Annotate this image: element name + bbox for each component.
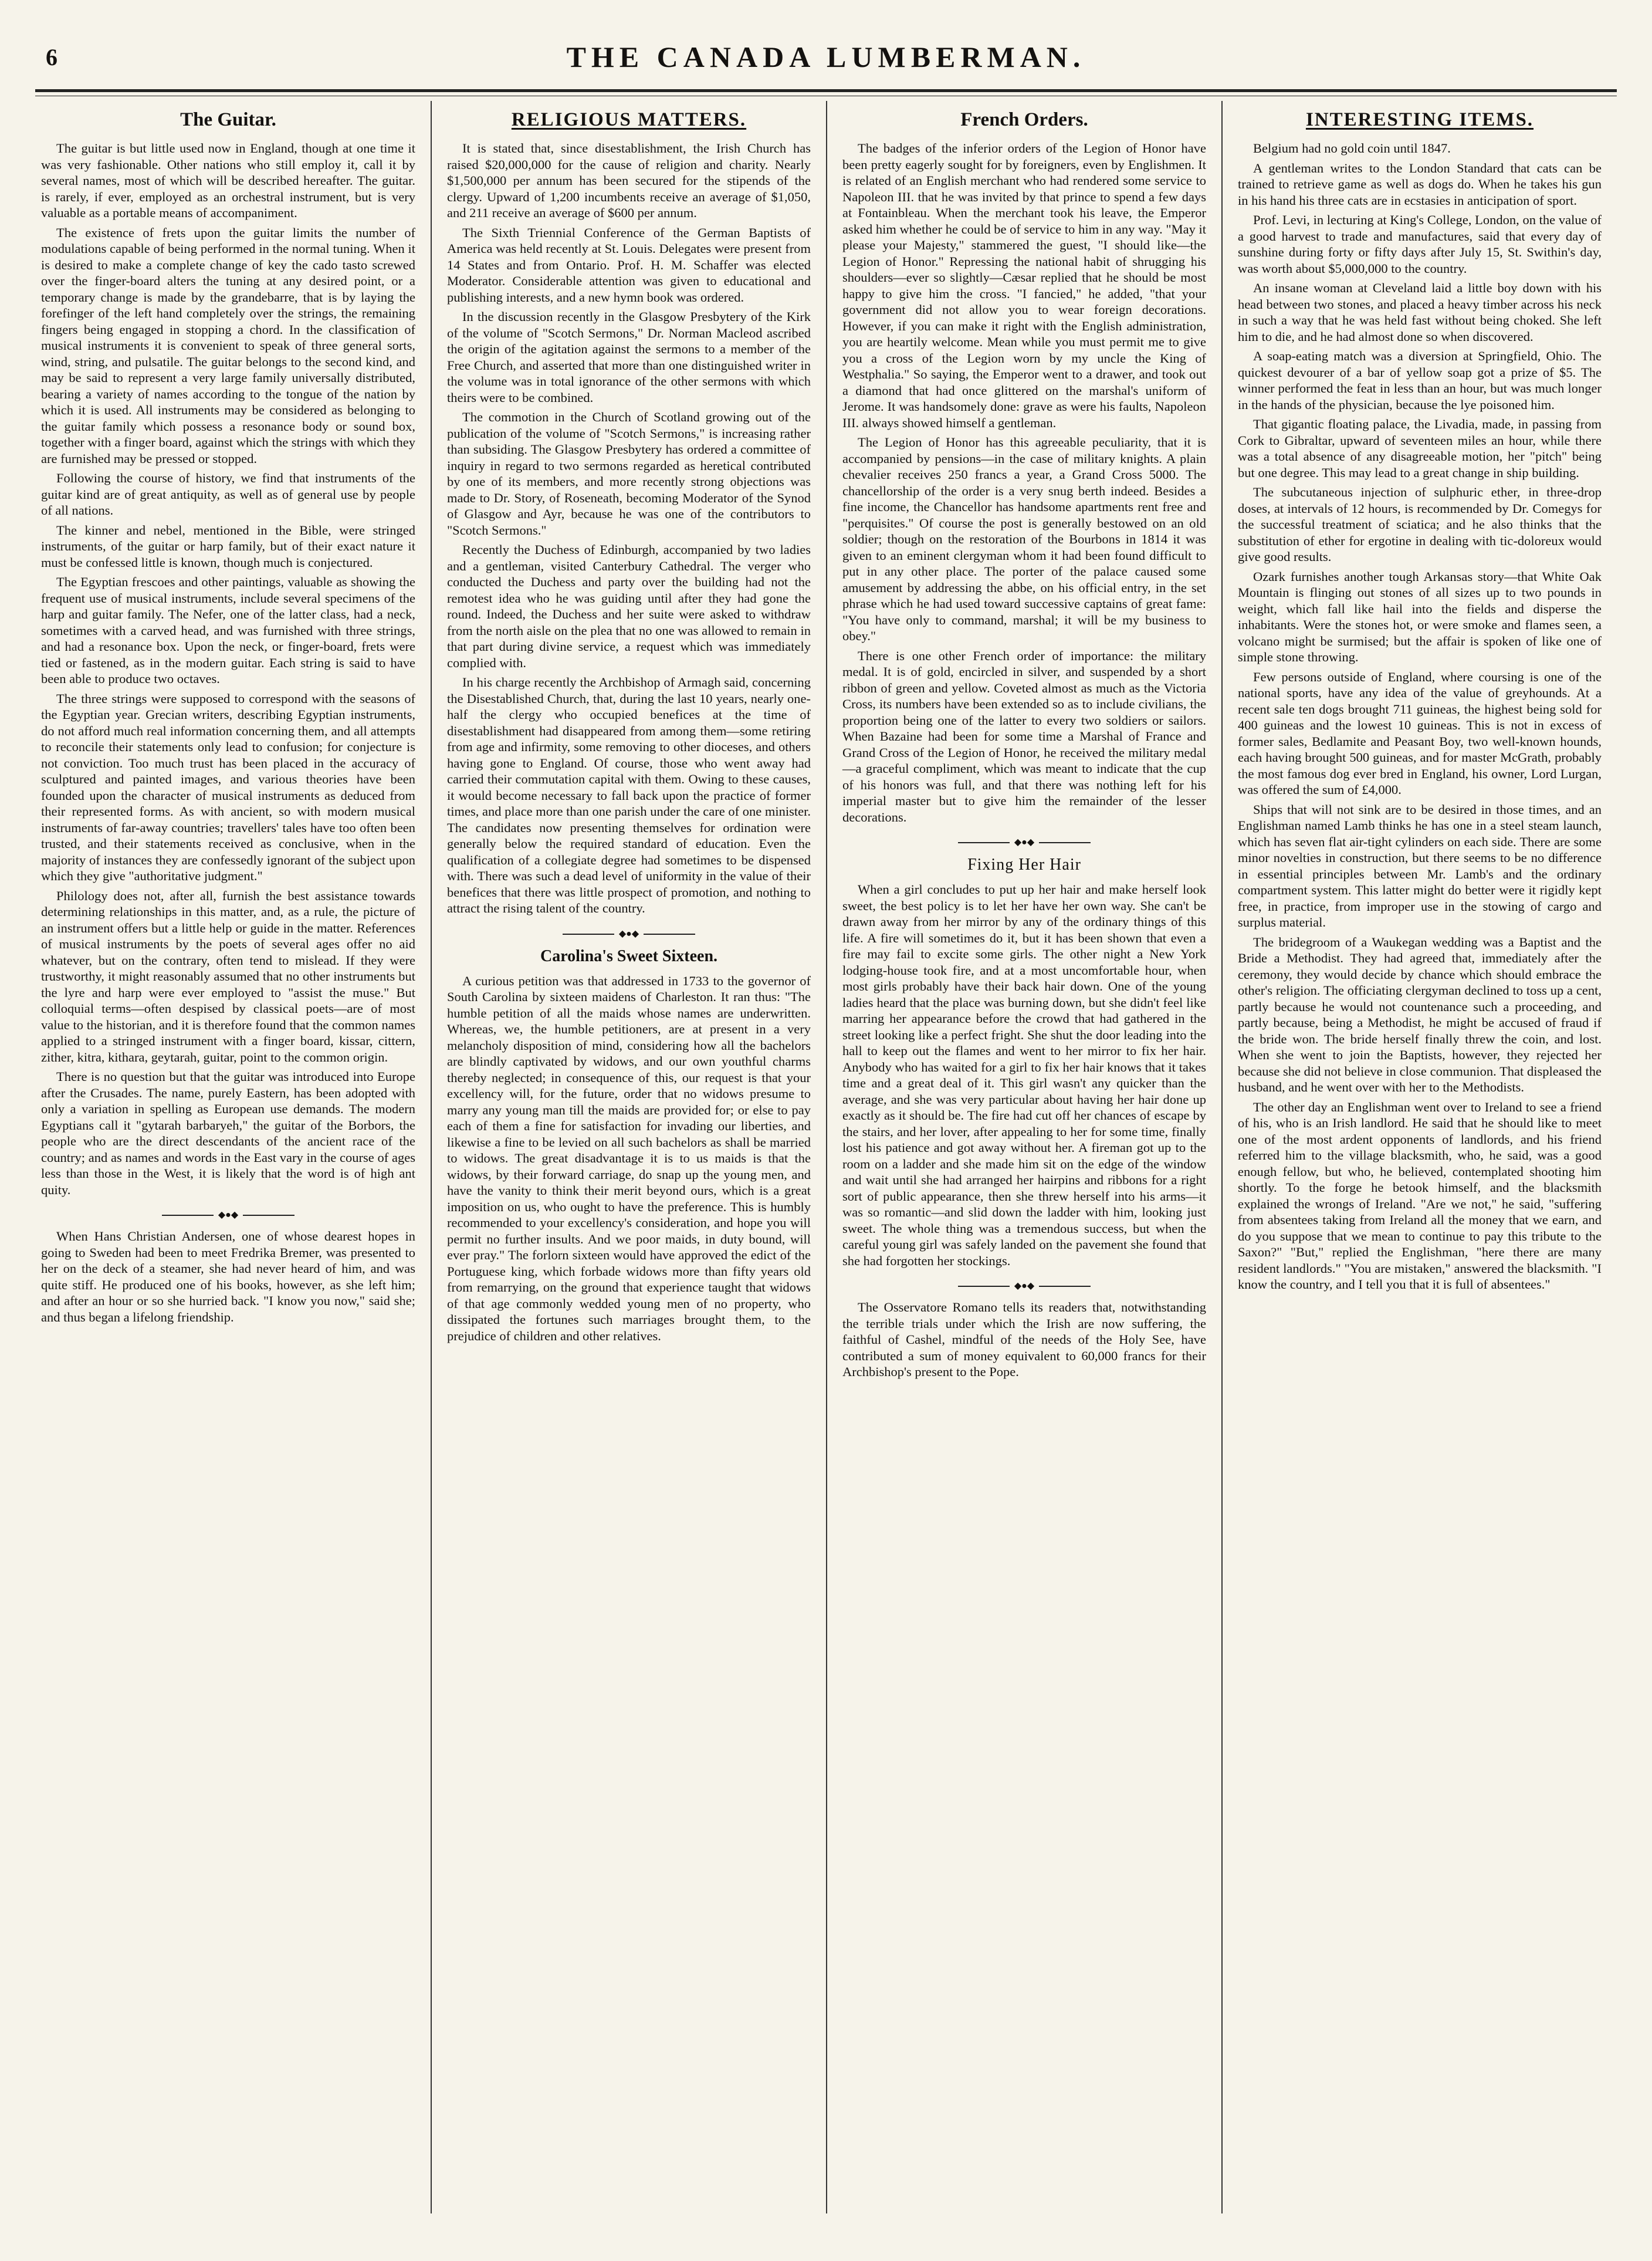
article-paragraph: Recently the Duchess of Edinburgh, accompanied by two ladies and a gentleman, visited Canterbury Cathedral. The verger who conducted the Duchess and party over the building had not the remotest idea who he was guiding until after they had gone the round. Indeed, the Duchess and her suite were asked to withdraw from the north aisle on the plea that no one was allowed to remain in that part during divine service, a request which was immediately complied with. [447,542,811,670]
section-divider: ◆●◆ [842,1282,1206,1291]
section-divider: ◆●◆ [842,838,1206,847]
article-heading-religious-matters: RELIGIOUS MATTERS. [511,109,747,130]
item-paragraph: Belgium had no gold coin until 1847. [1253,141,1451,156]
article-paragraph: The Osservatore Romano tells its readers that, notwithstanding the terrible trials under which the Irish are now suffering, the faithful of Cashel, mindful of the needs of the Holy See, have contributed a sum of money equivalent to 60,000 francs for their Archbishop's present to the Pope. [842,1300,1206,1379]
item-paragraph: Ships that will not sink are to be desired in those times, and an Englishman named Lamb thinks he has one in a steel steam launch, which has seven flat air-tight cylinders on each side. There are some minor novelties in construction, but there seems to be no difference in essential principles between Mr. Lamb's and the ordinary compartment system. This latter might do better were it rigidly kept free, in practice, from improper use in the stowing of cargo and surplus material. [1238,802,1602,930]
article-paragraph: When Hans Christian Andersen, one of whose dearest hopes in going to Sweden had been to meet Fredrika Bremer, was presented to her on the deck of a steamer, she had never heard of him, and was quite stiff. He produced one of his books, however, as she left him; and after an hour or so she hurried back. "I know you now," said she; and thus began a lifelong friendship. [41,1229,415,1324]
article-heading-fixing-her-hair: Fixing Her Hair [967,856,1081,874]
item-paragraph: A soap-eating match was a diversion at Springfield, Ohio. The quickest devourer of a bar of yellow soap got a prize of $5. The winner performed the feat in less than an hour, but was much longer in the hands of the physician, because the lye poisoned him. [1238,349,1602,412]
article-paragraph: In the discussion recently in the Glasgow Presbytery of the Kirk of the volume of "Scotch Sermons," Dr. Norman Macleod ascribed the origin of the agitation against the sermons to a member of the Free Church, and asserted that more than one distinguished writer in the volume was in total ignorance of the other sermons with which theirs were to be combined. [447,309,811,405]
article-paragraph: It is stated that, since disestablishment, the Irish Church has raised $20,000,000 for the cause of religion and charity. Nearly $1,500,000 per annum has been secured for the stipends of the clergy. Upward of 1,200 incumbents receive an average of $1,050, and 211 receive an average of $600 per annum. [447,141,811,220]
article-heading-carolina: Carolina's Sweet Sixteen. [540,947,718,965]
item-paragraph: The bridegroom of a Waukegan wedding was a Baptist and the Bride a Methodist. They had agreed that, immediately after the ceremony, they would decide by chance which should embrace the other's religion. The officiating clergyman declined to toss up a cent, partly because he would not countenance such a proceeding, and partly because, being a Methodist, he might be accused of fraud if the bride won. The bride herself finally threw the coin, and lost. When she went to join the Baptists, however, they rejected her because she did not believe in close communion. That displeased the husband, and he went over with her to the Methodists. [1238,934,1602,1094]
article-paragraph: In his charge recently the Archbishop of Armagh said, concerning the Disestablished Church, that, during the last 10 years, nearly one-half the clergy who occupied benefices at the time of disestablishment had disappeared from among them—some retiring from age and infirmity, some removing to other dioceses, and others having gone to England. Of course, those who went away had carried their commutation capital with them. Owing to these causes, it would become necessary to fall back upon the practice of former times, and place more than one parish under the care of one minister. The candidates now presenting themselves for ordination were generally below the required standard of education. Even the qualification of a collegiate degree had sometimes to be dispensed with. There was such a dead level of uniformity in the value of their benefices that there was little prospect of promotion, and nothing to attract the rising talent of the country. [447,675,811,915]
article-paragraph: A curious petition was that addressed in 1733 to the governor of South Carolina by sixteen maidens of Charleston. It ran thus: "The humble petition of all the maids whose names are underwritten. Whereas, we, the humble petitioners, are at present in a very melancholy disposition of mind, considering how all the bachelors are blindly captivated by widows, and our own youthful charms thereby neglected; in consequence of this, our request is that your excellency will, for the future, order that no widows presume to marry any young man till the maids are provided for; or else to pay each of them a fine for satisfaction for invading our liberties, and likewise a fine to be levied on all such bachelors as shall be married to widows. The great disadvantage it is to us maids is that the widows, by their forward carriage, do snap up the young men, and have the vanity to think their merit beyond ours, which is a great imposition on us, who ought to have the preference. This is humbly recommended to your excellency's consideration, and hope you will permit no further insults. And we poor maids, in duty bound, will ever pray." The forlorn sixteen would have approved the edict of the Portuguese king, which forbade widows more than fifty years old from remarrying, on the ground that experience taught that widows of that age commonly wedded young men of no property, who dissipated the fortunes such marriages brought them, to the prejudice of children and other relatives. [447,973,811,1343]
item-paragraph: A gentleman writes to the London Standard that cats can be trained to retrieve game as well as dogs do. When he takes his gun in his hand his three cats are in ecstasies in anticipation of sport. [1238,160,1602,208]
article-paragraph: There is one other French order of importance: the military medal. It is of gold, encircled in silver, and suspended by a short ribbon of green and yellow. Coveted almost as much as the Victoria Cross, its numbers have been extended so as to include civilians, the proportion being one of the latter to every two soldiers or sailors. When Bazaine had been for some time a Marshal of France and Grand Cross of the Legion of Honor, he received the military medal—a graceful compliment, which was meant to indicate that the cup of his honors was full, and that there was nothing left for his imperial master but to give him the remainder of the lesser decorations. [842,648,1206,824]
article-paragraph: The existence of frets upon the guitar limits the number of modulations capable of being performed in the normal tuning. When it is desired to make a complete change of key the cado tasto screwed over the finger-board alters the tuning at any desired point, or a temporary change is made by the grandebarre, that is by laying the forefinger of the left hand completely over the strings, the remaining fingers being engaged in stopping a chord. In the classification of musical instruments it is convenient to speak of three general sorts, wind, string, and pulsatile. The guitar belongs to the second kind, and may be said to represent a very large family universally distributed, bearing a variety of names according to the tongue of the nation by which it is used. All instruments may be considered as belonging to the guitar family which possess a resonance body or sound box, together with a finger board, against which the strings with which they are furnished may be pressed or stopped. [41,225,415,466]
article-heading-guitar: The Guitar. [180,109,276,130]
article-paragraph: Philology does not, after all, furnish the best assistance towards determining relationships in this matter, and, as a rule, the picture of an instrument offers but a little help or guide in the matter. References of musical instruments by the poets of several ages offer no aid whatever, but on the contrary, often tend to mislead. If they were trustworthy, it might reasonably assumed that no other instruments but the lyre and harp were ever employed to "assist the muse." But colloquial terms—often despised by classical poets—are of most value to the historian, and it is therefore found that the common names applied to a stringed instrument with a finger board, kissar, cittern, zither, kitra, kithara, geytarah, guitar, point to the common origin. [41,888,415,1064]
item-paragraph: An insane woman at Cleveland laid a little boy down with his head between two stones, and placed a heavy timber across his neck in such a way that he was held fast without being choked. She left him to die, and he had almost done so when discovered. [1238,280,1602,344]
item-paragraph: Ozark furnishes another tough Arkansas story—that White Oak Mountain is flinging out stones of all sizes up to two pounds in weight, which fall like hail into the fields and disperse the inhabitants. Were the stones hot, or were smoke and flames seen, a volcano might be surmised; but the affair is spoken of like one of simple stone throwing. [1238,569,1602,664]
article-heading-interesting-items: INTERESTING ITEMS. [1305,109,1534,130]
section-divider: ◆●◆ [41,1211,415,1220]
article-paragraph: The Legion of Honor has this agreeable peculiarity, that it is accompanied by pensions—in the case of military knights. A plain chevalier receives 250 francs a year, a Grand Cross 5000. The chancellorship of the order is a very snug berth indeed. Besides a fine income, the Chancellor has handsome apartments rent free and "perquisites." Of course the post is generally bestowed on an old soldier; though on the restoration of the Bourbons in 1814 it was given to an eminent clergyman whom it had been found difficult to put in any other place. The porter of the palace caused some amusement by addressing the abbe, on his official entry, in the set phrase which he had used toward successive captains of great fame: "You have only to command, marshal; it will be my business to obey." [842,435,1206,643]
column-2 [431,101,826,2213]
article-paragraph: The three strings were supposed to correspond with the seasons of the Egyptian year. Grecian writers, describing Egyptian instruments, do not afford much real information concerning them, and all attempts to reconcile their statements only lead to confusion; for conjecture is not conviction. Too much trust has been placed in the accuracy of sculptured and painted images, and various theories have been founded upon the character of musical instruments as deduced from their represented forms. As with ancient, so with modern musical instruments of far-away countries; travellers' tales have too often been trusted, and their statements received as conclusive, when in the majority of instances they are confessedly ignorant of the subject upon which they give "authoritative judgment." [41,691,415,883]
column-3 [826,101,1221,2213]
item-paragraph: That gigantic floating palace, the Livadia, made, in passing from Cork to Gibraltar, upward of seventeen miles an hour, while there was a total absence of any disagreeable motion, her "pitch" being but one degree. This may lead to a great change in ship building. [1238,417,1602,480]
item-paragraph: Few persons outside of England, where coursing is one of the national sports, have any idea of the value of greyhounds. At a recent sale ten dogs brought 711 guineas, the highest being sold for 400 guineas and the lowest 10 guineas. This is not in excess of former sales, Bedlamite and Peasant Boy, two well-known hounds, each having brought 500 guineas, and for master McGrath, probably the most famous dog ever bred in England, his owner, Lord Lurgan, was offered the sum of £4,000. [1238,669,1602,797]
masthead [35,35,1617,76]
newspaper-title: THE CANADA LUMBERMAN. [566,40,1086,73]
article-paragraph: The kinner and nebel, mentioned in the Bible, were stringed instruments, of the guitar or harp family, but of their exact nature it must be confessed little is known, though much is conjectured. [41,522,415,570]
item-paragraph: The subcutaneous injection of sulphuric ether, in three-drop doses, at intervals of 12 hours, is recommended by Dr. Comegys for the successful treatment of sciatica; and he also thinks that the substitution of ether for ergotine in dealing with tic-doloreux would give good results. [1238,485,1602,564]
article-heading-french-orders: French Orders. [960,109,1088,130]
column-1 [35,101,431,2213]
article-paragraph: The guitar is but little used now in England, though at one time it was very fashionable. Other nations who still employ it, call it by several names, most of which will be described hereafter. The guitar. is rarely, if ever, employed as an orchestral instrument, but is very valuable as a portable means of accompaniment. [41,141,415,220]
masthead-rule [35,89,1617,92]
article-paragraph: The Sixth Triennial Conference of the German Baptists of America was held recently at St. Louis. Delegates were present from 14 States and from Ontario. Prof. H. M. Schaffer was elected Moderator. Considerable attention was given to educational and publishing interests, and a new hymn book was ordered. [447,225,811,305]
item-paragraph: The other day an Englishman went over to Ireland to see a friend of his, who is an Irish landlord. He said that he should like to meet one of the most ardent opponents of landlords, and his friend referred him to the village blacksmith, who, he said, was a good enough fellow, but who, he believed, contemplated shooting him shortly. To the forge he betook himself, and the blacksmith explained the wrongs of Ireland. "Are we not," he said, "suffering from absentees taking from Ireland all the money that we earn, and do you suppose that we mean to continue to pay this tribute to the Saxon?" "But," replied the Englishman, "here there are many resident landlords." "You are mistaken," answered the blacksmith. "I know the country, and I tell you that it is full of absentees." [1238,1099,1602,1292]
column-4 [1221,101,1617,2213]
article-paragraph: There is no question but that the guitar was introduced into Europe after the Crusades. The name, purely Eastern, has been adopted with only a variation in spelling as European use demands. The modern Egyptians call it "gytarah barbaryeh," the guitar of the Borbors, the people who are the direct descendants of the ancient race of the country; and as names and words in the East vary in the course of ages less than those in the West, it is likely that the word is of high ant quity. [41,1069,415,1197]
page-number: 6 [46,44,57,70]
article-paragraph: The commotion in the Church of Scotland growing out of the publication of the volume of "Scotch Sermons," is increasing rather than subsiding. The Glasgow Presbytery has ordered a committee of inquiry in regard to two sermons regarded as heretical contributed by one of its members, and more recently strong objections was made to Dr. Story, of Roseneath, becoming Moderator of the Synod of Glasgow and Ayr, because he was one of the contributors to "Scotch Sermons." [447,410,811,538]
article-paragraph: The Egyptian frescoes and other paintings, valuable as showing the frequent use of musical instruments, include several specimens of the harp and guitar family. The Nefer, one of the latter class, had a neck, sometimes with a carved head, and was furnished with three strings, and had a resonance box. Upon the neck, or finger-board, frets were tied or fastened, as in the modern guitar. Each string is said to have been able to produce two octaves. [41,574,415,686]
item-paragraph: Prof. Levi, in lecturing at King's College, London, on the value of a good harvest to trade and manufactures, said that every day of sunshine during forty or fifty days after July 15, St. Swithin's day, was worth about $5,000,000 to the country. [1238,212,1602,276]
article-paragraph: When a girl concludes to put up her hair and make herself look sweet, the best policy is to let her have her own way. She can't be drawn away from her mirror by any of the ordinary things of this life. A fire will sometimes do it, but it has been shown that even a fire may fail to excite some girls. The other night a New York lodging-house took fire, and at a most uncomfortable hour, when most girls probably have their back hair down. One of the young ladies heard that the place was burning down, but she didn't feel like marring her appearance before the crowd that had gathered in the street looking like a perfect fright. She shut the door leading into the hall to keep out the flames and went to her mirror to fix her hair. Anybody who has waited for a girl to fix her hair knows that it takes time and a great deal of it. This girl wasn't any quicker than the average, and she was very particular about having her hair done up exactly as it should be. The fire had cut off her chances of escape by the stairs, and her lover, after appealing to her for some time, finally lost his patience and got away without her. A fireman got up to the room on a ladder and she made him sit on the edge of the window and wait until she had arranged her hairpins and ribbons for a right sort of public appearance, then she threw herself into his arms—it was so romantic—and slid down the ladder with him, looking just sweet. The whole thing was a tremendous success, but when the careful young girl was safely landed on the pavement she found that she had forgotten her stockings. [842,882,1206,1268]
article-paragraph: The badges of the inferior orders of the Legion of Honor have been pretty eagerly sought for by foreigners, even by Englishmen. It is related of an English merchant who had rendered some service to Napoleon III. that he was invited by that prince to spend a few days at Fontainbleau. When the merchant took his leave, the Emperor asked him whether he could be of service to him in any way. "May it please your Majesty," stammered the guest, "I should like—the Legion of Honor." Repressing the national habit of shrugging his shoulders—ever so slightly—Cæsar replied that he should be most happy to give him the cross. "I fancied," he added, "that your government did not allow you to wear foreign decorations. However, if you can make it right with the English administration, you are heartily welcome. Mean while you must permit me to give you a cross of the Legion worn by my uncle the King of Westphalia." So saying, the Emperor went to a drawer, and took out a diamond that had once glittered on the marshal's uniform of Jerome. It was handsomely done: grave as were his faults, Napoleon III. always showed himself a gentleman. [842,141,1206,430]
section-divider: ◆●◆ [447,930,811,939]
article-paragraph: Following the course of history, we find that instruments of the guitar kind are of great antiquity, as well as of general use by people of all nations. [41,471,415,518]
article-columns [35,101,1617,2213]
